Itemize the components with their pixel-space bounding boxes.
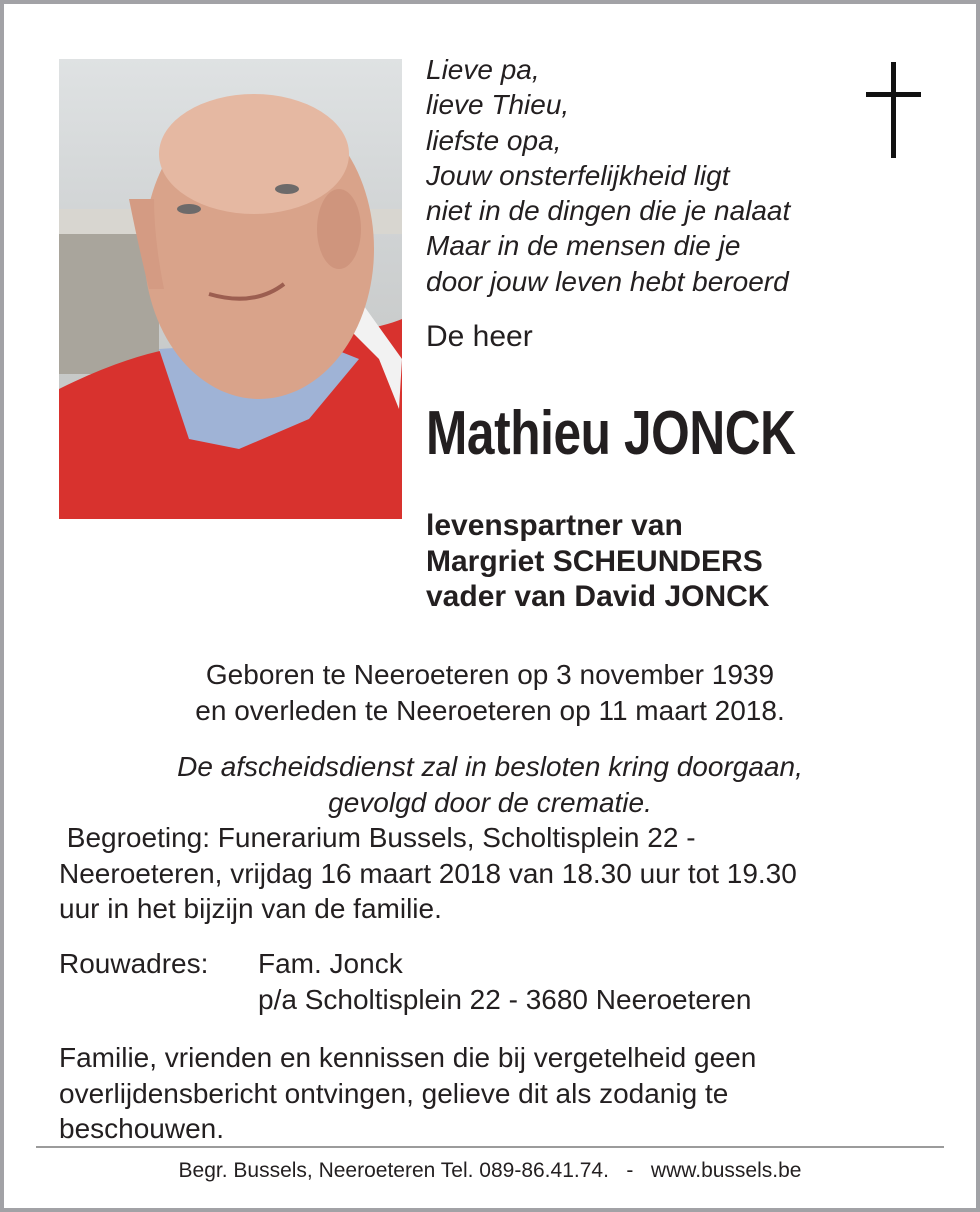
divider [36, 1146, 944, 1148]
poem-line: door jouw leven hebt beroerd [426, 265, 789, 297]
greeting-info [59, 820, 797, 927]
birth-line: Geboren te Neeroeteren op 3 november 1939 [205, 659, 775, 690]
relation-line: Margriet SCHEUNDERS [426, 544, 763, 578]
cross-icon [891, 62, 896, 158]
death-line: en overleden te Neeroeteren op 11 maart 2018. [195, 694, 785, 726]
address-line: Fam. Jonck [258, 948, 403, 979]
notice-line: overlijdensbericht ontvingen, gelieve dit als zodanig te [59, 1077, 729, 1109]
address-label: Rouwadres: [59, 948, 209, 979]
poem [426, 52, 790, 299]
greeting-line: uur in het bijzijn van de familie. [59, 893, 442, 924]
deceased-name: Mathieu JONCK [426, 399, 796, 468]
footer-contact: Begr. Bussels, Neeroeteren Tel. 089-86.41.74. - www.bussels.be [178, 1159, 802, 1182]
notice-line: beschouwen. [59, 1113, 225, 1144]
greeting-line: Neeroeteren, vrijdag 16 maart 2018 van 18.30 uur tot 19.30 [59, 857, 797, 889]
service-line: gevolgd door de crematie. [328, 786, 652, 818]
address-block [59, 946, 751, 1017]
service-line: De afscheidsdienst zal in besloten kring doorgaan, [177, 751, 803, 782]
honorific: De heer [426, 320, 533, 353]
notice-line: Familie, vrienden en kennissen die bij vergetelheid geen [59, 1042, 757, 1073]
portrait-photo [59, 59, 402, 519]
poem-line: niet in de dingen die je nalaat [426, 195, 791, 227]
address-line: p/a Scholtisplein 22 - 3680 Neeroeteren [258, 983, 752, 1015]
poem-line: Lieve pa, [426, 54, 540, 85]
relation-line: levenspartner van [426, 509, 683, 542]
relation-line: vader van David JONCK [426, 580, 770, 613]
relations [426, 508, 769, 615]
dates [40, 657, 940, 728]
poem-line: liefste opa, [426, 124, 562, 156]
cross-icon-bar [866, 92, 921, 97]
notice [59, 1040, 756, 1147]
greeting-line: Begroeting: Funerarium Bussels, Scholtisplein 22 - [59, 822, 696, 853]
service-info [40, 749, 940, 820]
poem-line: Jouw onsterfelijkheid ligt [426, 159, 730, 191]
poem-line: lieve Thieu, [426, 89, 570, 121]
poem-line: Maar in de mensen die je [426, 230, 741, 262]
